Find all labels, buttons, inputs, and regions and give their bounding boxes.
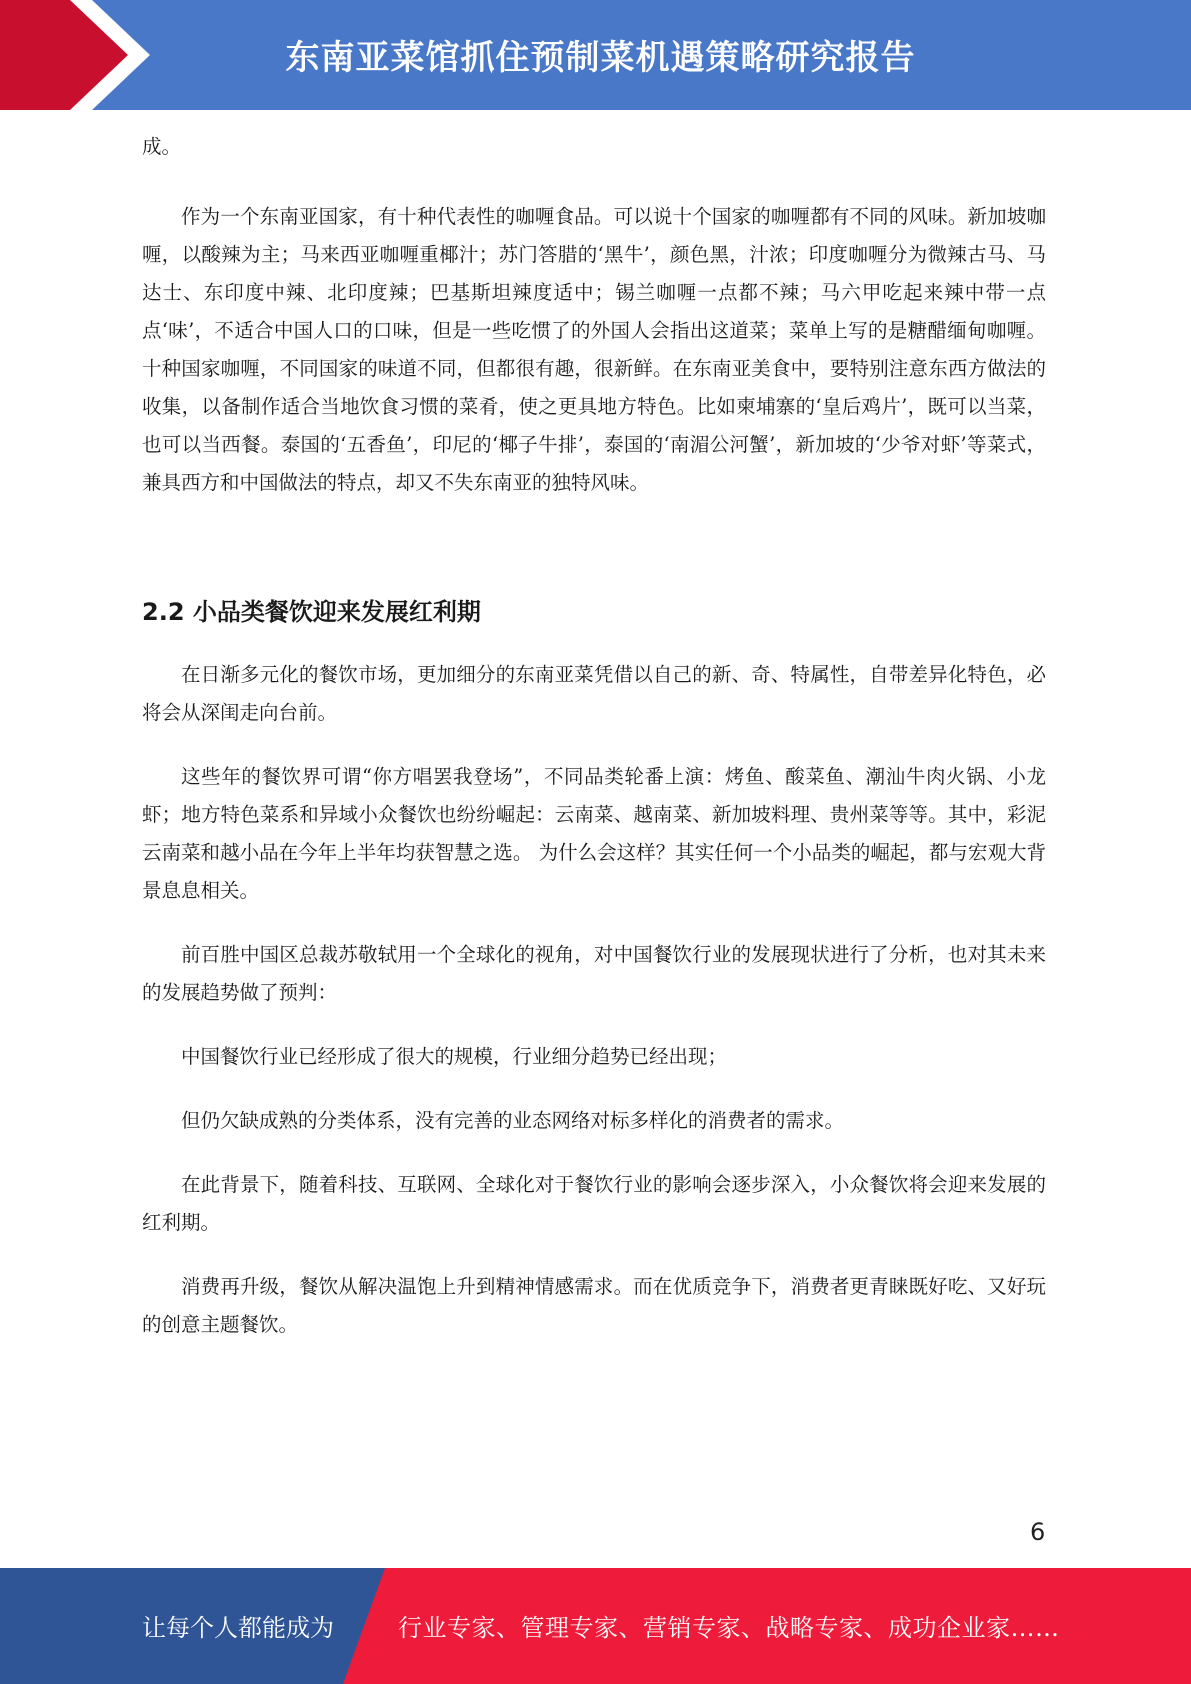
paragraph-consumption: 消费再升级，餐饮从解决温饱上升到精神情感需求。而在优质竞争下，消费者更青睐既好吃、又好玩的创意主题餐饮。 bbox=[142, 1275, 1046, 1336]
page-footer bbox=[0, 1568, 1191, 1684]
paragraph-market: 在日渐多元化的餐饮市场，更加细分的东南亚菜凭借以自己的新、奇、特属性，自带差异化特色，必将会从深闺走向台前。 bbox=[142, 663, 1046, 724]
page-number: 6 bbox=[1030, 1518, 1046, 1546]
paragraph-curry: 作为一个东南亚国家，有十种代表性的咖喱食品。可以说十个国家的咖喱都有不同的风味。新加坡咖喱，以酸辣为主；马来西亚咖喱重椰汁；苏门答腊的‘黑牛’，颜色黑，汁浓；印度咖喱分为微辣古马、马达士、东印度中辣、北印度辣；巴基斯坦辣度适中；锡兰咖喱一点都不辣；马六甲吃起来辣中带一点点‘味’，不适合中国人口的口味，但是一些吃惯了的外国人会指出这道菜；菜单上写的是糖醋缅甸咖喱。十种国家咖喱，不同国家的味道不同，但都很有趣，很新鲜。在东南亚美食中，要特别注意东西方做法的收集，以备制作适合当地饮食习惯的菜肴，使之更具地方特色。比如柬埔寨的‘皇后鸡片’，既可以当菜，也可以当西餐。泰国的‘五香鱼’，印尼的‘椰子牛排’，泰国的‘南湄公河蟹’，新加坡的‘少爷对虾’等菜式，兼具西方和中国做法的特点，却又不失东南亚的独特风味。 bbox=[142, 205, 1046, 494]
paragraph-continuation: 成。 bbox=[142, 135, 182, 158]
footer-slogan-left: 让每个人都能成为 bbox=[142, 1614, 334, 1642]
paragraph-classification: 但仍欠缺成熟的分类体系，没有完善的业态网络对标多样化的消费者的需求。 bbox=[181, 1109, 845, 1132]
paragraph-analysis: 前百胜中国区总裁苏敬轼用一个全球化的视角，对中国餐饮行业的发展现状进行了分析，也对其未来的发展趋势做了预判： bbox=[142, 943, 1046, 1004]
paragraph-scale: 中国餐饮行业已经形成了很大的规模，行业细分趋势已经出现； bbox=[181, 1045, 728, 1068]
page-header bbox=[0, 0, 1191, 110]
paragraph-background: 在此背景下，随着科技、互联网、全球化对于餐饮行业的影响会逐步深入，小众餐饮将会迎来发展的红利期。 bbox=[142, 1173, 1046, 1234]
section-heading: 2.2 小品类餐饮迎来发展红利期 bbox=[142, 598, 481, 626]
report-title: 东南亚菜馆抓住预制菜机遇策略研究报告 bbox=[285, 38, 916, 78]
footer-slogan-right: 行业专家、管理专家、营销专家、战略专家、成功企业家…… bbox=[398, 1614, 1060, 1642]
document-body bbox=[142, 128, 1046, 1344]
paragraph-categories: 这些年的餐饮界可谓“你方唱罢我登场”，不同品类轮番上演：烤鱼、酸菜鱼、潮汕牛肉火锅、小龙虾；地方特色菜系和异域小众餐饮也纷纷崛起：云南菜、越南菜、新加坡料理、贵州菜等等。其中，彩泥云南菜和越小品在今年上半年均获智慧之选。 为什么会这样？其实任何一个小品类的崛起，都与宏观大背景息息相关。 bbox=[142, 765, 1046, 902]
